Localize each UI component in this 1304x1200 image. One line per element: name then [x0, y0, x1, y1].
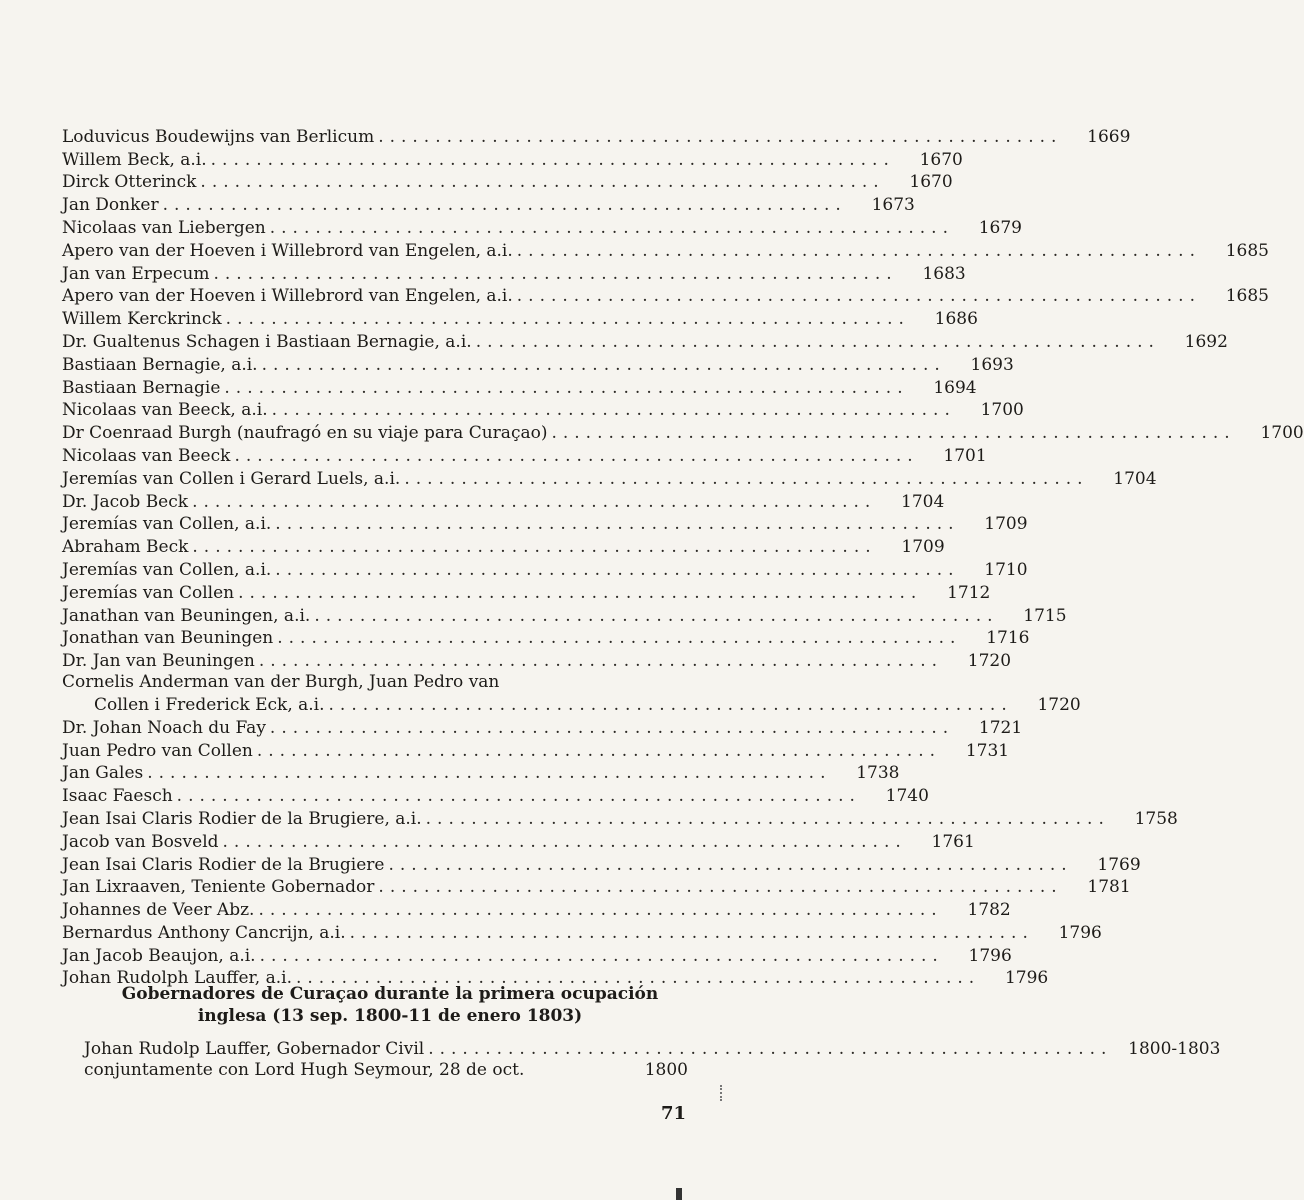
governor-name: Jeremías van Collen, a.i. [62, 559, 272, 580]
occupation-row [84, 1059, 688, 1080]
governor-row [62, 875, 1131, 898]
governor-year: 1679 [978, 217, 1022, 238]
governor-row [62, 603, 1067, 626]
leader-dots: ............................................................ [162, 195, 847, 216]
governor-year: 1701 [943, 445, 987, 466]
governor-year: 1700 [1260, 423, 1304, 444]
occupation-name: Johan Rudolp Lauffer, Gobernador Civil [84, 1038, 425, 1059]
governor-name: Dr. Jacob Beck [62, 491, 189, 512]
governor-year: 1716 [986, 628, 1030, 649]
leader-dots: ............................................................ [147, 763, 832, 784]
leader-dots: ............................................................ [176, 786, 861, 807]
margin-mark [720, 1085, 725, 1101]
governor-name: Jacob van Bosveld [62, 831, 219, 852]
governor-row [62, 761, 900, 784]
governor-row [62, 443, 987, 466]
governor-row [62, 261, 966, 284]
governor-name: Janathan van Beuningen, a.i. [62, 605, 311, 626]
governor-row [62, 806, 1178, 829]
governor-row [62, 852, 1141, 875]
leader-dots: ............................................................ [269, 717, 955, 738]
section-heading-line-1: Gobernadores de Curaçao durante la primera ocupación [121, 984, 659, 1004]
governor-year: 1781 [1087, 877, 1131, 898]
governor-name: Johan Rudolph Lauffer, a.i. [62, 968, 292, 989]
leader-dots: ............................................................ [378, 877, 1063, 898]
governor-year: 1686 [934, 309, 978, 330]
leader-dots: ............................................................ [328, 694, 1013, 715]
governor-row [62, 284, 1269, 307]
governor-year: 1670 [909, 172, 953, 193]
leader-dots: ............................................................ [256, 740, 942, 761]
governor-row [62, 306, 978, 330]
edge-mark [676, 1188, 682, 1200]
governor-row [62, 398, 1024, 421]
governor-name: Jean Isai Claris Rodier de la Brugiere [62, 854, 385, 875]
governor-row [62, 648, 1012, 672]
governor-year: 1709 [901, 537, 945, 558]
governor-year: 1796 [1004, 968, 1049, 989]
governor-year: 1694 [933, 377, 977, 398]
governor-name: Jan Jacob Beaujon, a.i. [62, 945, 256, 966]
leader-dots: ............................................................ [269, 217, 954, 238]
governor-row [62, 192, 915, 216]
governor-year: 1769 [1097, 854, 1141, 875]
governor-year: 1710 [984, 559, 1028, 580]
governor-year: 1720 [967, 651, 1012, 672]
governor-name: Bernardus Anthony Cancrijn, a.i. [62, 922, 346, 943]
governor-name: Dirck Otterinck [62, 172, 197, 193]
leader-dots: ............................................................ [261, 354, 946, 375]
governor-name: Willem Kerckrinck [62, 309, 222, 330]
governor-year: 1712 [947, 582, 991, 603]
governor-year: 1685 [1225, 286, 1269, 307]
leader-dots: ............................................................ [192, 537, 877, 558]
governor-row [62, 170, 953, 193]
governor-year: 1782 [967, 900, 1011, 921]
occupation-list [84, 1036, 1221, 1080]
occupation-year: 1800-1803 [1128, 1038, 1221, 1059]
governor-name: Abraham Beck [62, 537, 189, 558]
governor-name: Jan Lixraaven, Teniente Gobernador [62, 877, 375, 898]
leader-dots: ............................................................ [295, 968, 981, 989]
governor-year: 1721 [978, 717, 1023, 738]
leader-dots: ............................................................ [234, 445, 919, 466]
governor-name: Jan Gales [62, 763, 144, 784]
leader-dots: ............................................................ [258, 651, 944, 672]
occupation-name: conjuntamente con Lord Hugh Seymour, 28 de oct. [84, 1059, 525, 1080]
governor-name: Dr. Gualtenus Schagen i Bastiaan Bernagie, a.i. [62, 331, 472, 352]
governor-year: 1709 [984, 514, 1028, 535]
governor-name: Willem Beck, a.i. [62, 149, 207, 170]
governor-year: 1796 [1058, 922, 1102, 943]
governor-row [62, 671, 682, 692]
governor-row [62, 943, 1012, 966]
leader-dots: ............................................................ [516, 286, 1201, 307]
governor-year: 1796 [968, 945, 1012, 966]
governor-row [62, 352, 1014, 375]
governor-row [62, 829, 975, 852]
governor-name: Johannes de Veer Abz. [62, 900, 255, 921]
governor-year: 1704 [901, 491, 945, 512]
leader-dots: ............................................................ [551, 423, 1236, 444]
leader-dots: ............................................................ [259, 945, 944, 966]
page-number: 71 [660, 1103, 686, 1124]
governor-name: Cornelis Anderman van der Burgh, Juan Pedro van [62, 672, 500, 693]
leader-dots: ............................................................ [222, 831, 907, 852]
governor-row [62, 738, 1010, 761]
governor-year: 1761 [931, 831, 975, 852]
governor-name: Dr. Jan van Beuningen [62, 651, 255, 672]
leader-dots: ............................................................ [271, 400, 956, 421]
leader-dots: ............................................................ [275, 559, 960, 580]
leader-dots: ............................................................ [349, 922, 1034, 943]
governor-row [62, 692, 1081, 715]
leader-dots: ............................................................ [388, 854, 1073, 875]
governor-name: Juan Pedro van Collen [62, 740, 253, 761]
governor-row [62, 489, 945, 512]
governors-list [62, 124, 1304, 989]
governor-year: 1704 [1113, 468, 1157, 489]
section-heading-line-2: inglesa (13 sep. 1800-11 de enero 1803) [197, 1006, 583, 1026]
governor-name: Bastiaan Bernagie, a.i. [62, 354, 258, 375]
governor-row [62, 920, 1102, 943]
occupation-year: 1800 [644, 1059, 688, 1080]
leader-dots: ............................................................ [238, 582, 923, 603]
governor-row [62, 897, 1011, 921]
leader-dots: ............................................................ [378, 126, 1063, 147]
governor-name: Apero van der Hoeven i Willebrord van Engelen, a.i. [62, 240, 513, 261]
governor-row [62, 626, 1030, 649]
governor-row [62, 375, 977, 398]
leader-dots: ............................................................ [425, 808, 1110, 829]
governor-name: Jonathan van Beuningen [62, 628, 274, 649]
governor-name: Dr Coenraad Burgh (naufragó en su viaje para Curaçao) [62, 423, 548, 444]
leader-dots: ............................................................ [192, 491, 877, 512]
governor-name: Nicolaas van Beeck [62, 445, 231, 466]
leader-dots: ............................................................ [516, 240, 1201, 261]
governor-name: Jean Isai Claris Rodier de la Brugiere, a.i. [62, 808, 422, 829]
governor-year: 1670 [919, 149, 963, 170]
leader-dots: ............................................................ [314, 605, 999, 626]
governor-row [62, 580, 991, 603]
governor-row [62, 783, 929, 807]
section-heading [100, 983, 680, 1027]
leader-dots: ............................................................ [428, 1038, 1113, 1059]
governor-row [62, 512, 1028, 535]
governor-year: 1740 [885, 786, 929, 807]
governor-row [62, 329, 1228, 352]
governor-row [62, 124, 1131, 147]
leader-dots: ............................................................ [213, 263, 898, 284]
governor-year: 1731 [965, 740, 1010, 761]
leader-dots: ............................................................ [224, 377, 909, 398]
governor-year: 1669 [1087, 126, 1131, 147]
governor-name: Collen i Frederick Eck, a.i. [94, 694, 325, 715]
governor-year: 1683 [922, 263, 966, 284]
governor-year: 1738 [856, 763, 900, 784]
governor-name: Jan van Erpecum [62, 263, 210, 284]
governor-row [62, 147, 963, 170]
governor-name: Dr. Johan Noach du Fay [62, 717, 266, 738]
governor-name: Jeremías van Collen [62, 582, 235, 603]
governor-name: Apero van der Hoeven i Willebrord van Engelen, a.i. [62, 286, 513, 307]
leader-dots: ............................................................ [200, 172, 885, 193]
governor-name: Isaac Faesch [62, 786, 173, 807]
governor-name: Bastiaan Bernagie [62, 377, 221, 398]
leader-dots: ............................................................ [225, 309, 910, 330]
leader-dots: ............................................................ [277, 628, 962, 649]
leader-dots: ............................................................ [258, 900, 943, 921]
governor-name: Jeremías van Collen i Gerard Luels, a.i. [62, 468, 401, 489]
governor-row [62, 420, 1304, 444]
leader-dots: ............................................................ [275, 514, 960, 535]
governor-name: Nicolaas van Beeck, a.i. [62, 400, 268, 421]
leader-dots: ............................................................ [475, 331, 1160, 352]
governor-row [62, 238, 1269, 261]
governor-name: Jan Donker [62, 195, 159, 216]
governor-row [62, 557, 1028, 580]
governor-name: Nicolaas van Liebergen [62, 217, 266, 238]
leader-dots: ............................................................ [210, 149, 895, 170]
governor-name: Loduvicus Boudewijns van Berlicum [62, 126, 375, 147]
governor-row [62, 466, 1157, 489]
governor-name: Jeremías van Collen, a.i. [62, 514, 272, 535]
occupation-row [84, 1036, 1221, 1059]
governor-year: 1693 [970, 354, 1014, 375]
governor-year: 1700 [980, 400, 1024, 421]
governor-year: 1715 [1023, 605, 1067, 626]
governor-row [62, 215, 1022, 238]
governor-row [62, 534, 945, 558]
governor-row [62, 715, 1023, 738]
leader-dots: ............................................................ [404, 468, 1089, 489]
governor-year: 1673 [871, 195, 915, 216]
governor-year: 1758 [1134, 808, 1178, 829]
governor-year: 1692 [1184, 331, 1228, 352]
governor-year: 1720 [1037, 694, 1081, 715]
governor-year: 1685 [1225, 240, 1269, 261]
